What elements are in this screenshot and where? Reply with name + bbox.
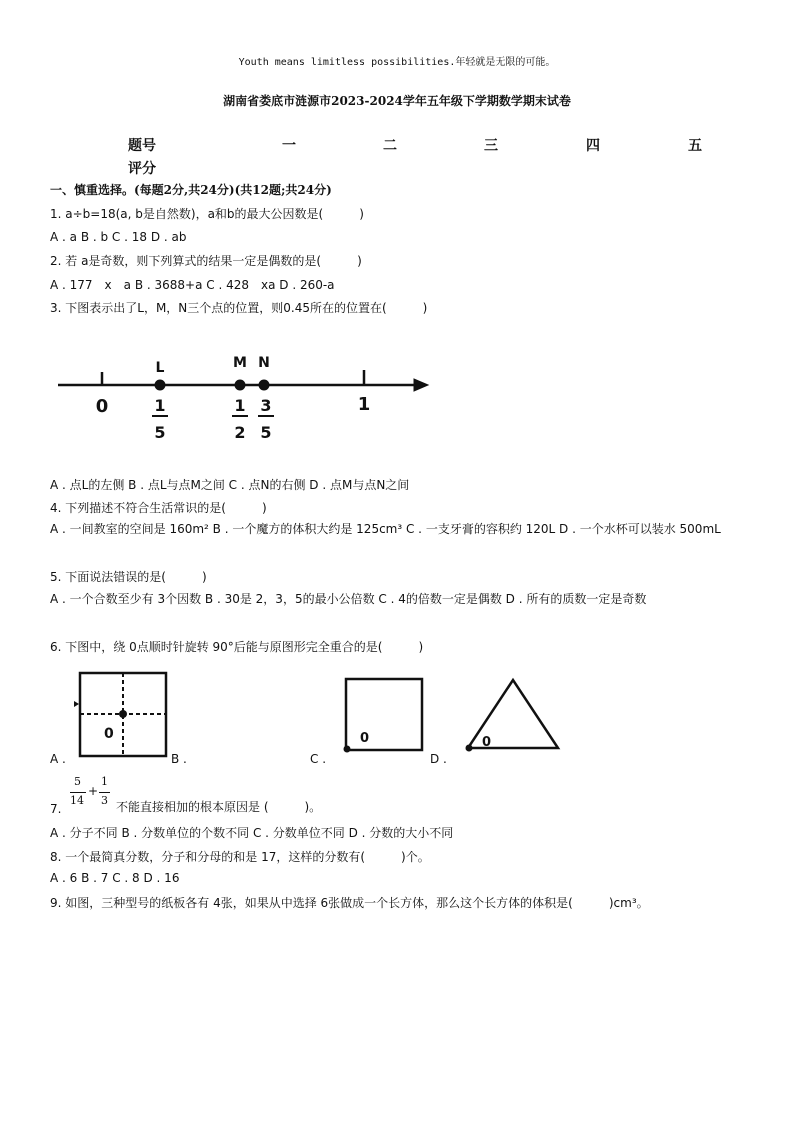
frac-3-denominator: 5 — [260, 423, 272, 442]
point-l-label: L — [155, 360, 165, 376]
option-b-label: B . — [171, 752, 187, 766]
motto: Youth means limitless possibilities.年轻就是无限的可能。 — [238, 57, 556, 68]
score-table-row-header: 题号 — [128, 138, 156, 154]
score-label: 评分 — [128, 161, 156, 177]
q7-fraction-bar-1 — [70, 792, 86, 793]
tick-label-zero: 0 — [95, 396, 109, 417]
score-col-3: 三 — [484, 138, 498, 154]
figure-a-grid-square — [74, 670, 170, 762]
point-l-dot — [155, 380, 165, 390]
arrow-head-icon — [414, 379, 428, 391]
section-heading: 一、慎重选择。(每题2分,共24分)(共12题;共24分) — [50, 183, 332, 197]
number-line-figure — [50, 345, 440, 450]
q7-plus-sign: + — [88, 784, 99, 798]
figure-a-origin-label: 0 — [104, 726, 114, 742]
point-m-label: M — [233, 355, 247, 371]
q7-fraction-expression — [70, 775, 114, 815]
option-c-label: C . — [310, 752, 327, 766]
score-col-1: 一 — [282, 138, 296, 154]
question-9: 9. 如图，三种型号的纸板各有 4张，如果从中选择 6张做成一个长方体，那么这个长方体的体积是( )cm³。 — [50, 896, 649, 910]
question-6: 6. 下图中，绕 0点顺时针旋转 90°后能与原图形完全重合的是( ) — [50, 640, 424, 654]
q7-numerator-2: 1 — [101, 775, 108, 788]
question-3-options: A . 点L的左侧 B . 点L与点M之间 C . 点N的右侧 D . 点M与点N之间 — [50, 478, 410, 492]
figure-c-square — [340, 676, 426, 756]
q7-fraction-bar-2 — [99, 792, 110, 793]
question-2-options: A . 177 x a B . 3688+a C . 428 xa D . 260-a — [50, 278, 335, 292]
q7-numerator-1: 5 — [74, 775, 81, 788]
option-a-label: A . — [50, 752, 66, 766]
question-5-options: A . 一个合数至少有 3个因数 B . 30是 2，3，5的最小公倍数 C . 4的倍数一定是偶数 D . 所有的质数一定是奇数 — [50, 592, 647, 606]
option-d-label: D . — [430, 752, 447, 766]
tick-label-one: 1 — [357, 394, 371, 415]
question-4: 4. 下列描述不符合生活常识的是( ) — [50, 501, 267, 515]
frac-2-numerator: 1 — [234, 396, 246, 415]
point-n-label: N — [258, 355, 270, 371]
q7-denominator-2: 3 — [101, 794, 108, 807]
question-4-options: A . 一间教室的空间是 160m² B . 一个魔方的体积大约是 125cm³ C . 一支牙膏的容积约 120L D . 一个水杯可以装水 500mL — [50, 522, 721, 536]
question-7-text: 不能直接相加的根本原因是 ( )。 — [116, 800, 322, 814]
question-8-options: A . 6 B . 7 C . 8 D . 16 — [50, 871, 180, 885]
question-2: 2. 若 a是奇数，则下列算式的结果一定是偶数的是( ) — [50, 254, 362, 268]
rotation-center-dot — [119, 710, 127, 718]
frac-1-numerator: 1 — [154, 396, 166, 415]
question-7-options: A . 分子不同 B . 分数单位的个数不同 C . 分数单位不同 D . 分数的大小不同 — [50, 826, 454, 840]
question-3: 3. 下图表示出了L，M，N三个点的位置，则0.45所在的位置在( ) — [50, 301, 428, 315]
score-col-2: 二 — [383, 138, 397, 154]
figure-d-origin-label: 0 — [482, 735, 492, 750]
question-7-number: 7. — [50, 802, 62, 816]
q7-denominator-1: 14 — [70, 794, 84, 807]
frac-2-denominator: 2 — [234, 423, 246, 442]
question-8: 8. 一个最简真分数，分子和分母的和是 17，这样的分数有( )个。 — [50, 850, 430, 864]
point-m-dot — [235, 380, 245, 390]
figure-c-origin-label: 0 — [360, 731, 370, 746]
score-col-5: 五 — [688, 138, 702, 154]
point-n-dot — [259, 380, 269, 390]
question-1: 1. a÷b=18(a, b是自然数)，a和b的最大公因数是( ) — [50, 207, 364, 221]
frac-3-numerator: 3 — [260, 396, 272, 415]
figure-d-triangle — [462, 676, 564, 754]
frac-1-denominator: 5 — [154, 423, 166, 442]
score-col-4: 四 — [586, 138, 600, 154]
question-1-options: A . a B . b C . 18 D . ab — [50, 230, 187, 244]
question-5: 5. 下面说法错误的是( ) — [50, 570, 207, 584]
exam-title: 湖南省娄底市涟源市2023-2024学年五年级下学期数学期末试卷 — [223, 94, 571, 108]
